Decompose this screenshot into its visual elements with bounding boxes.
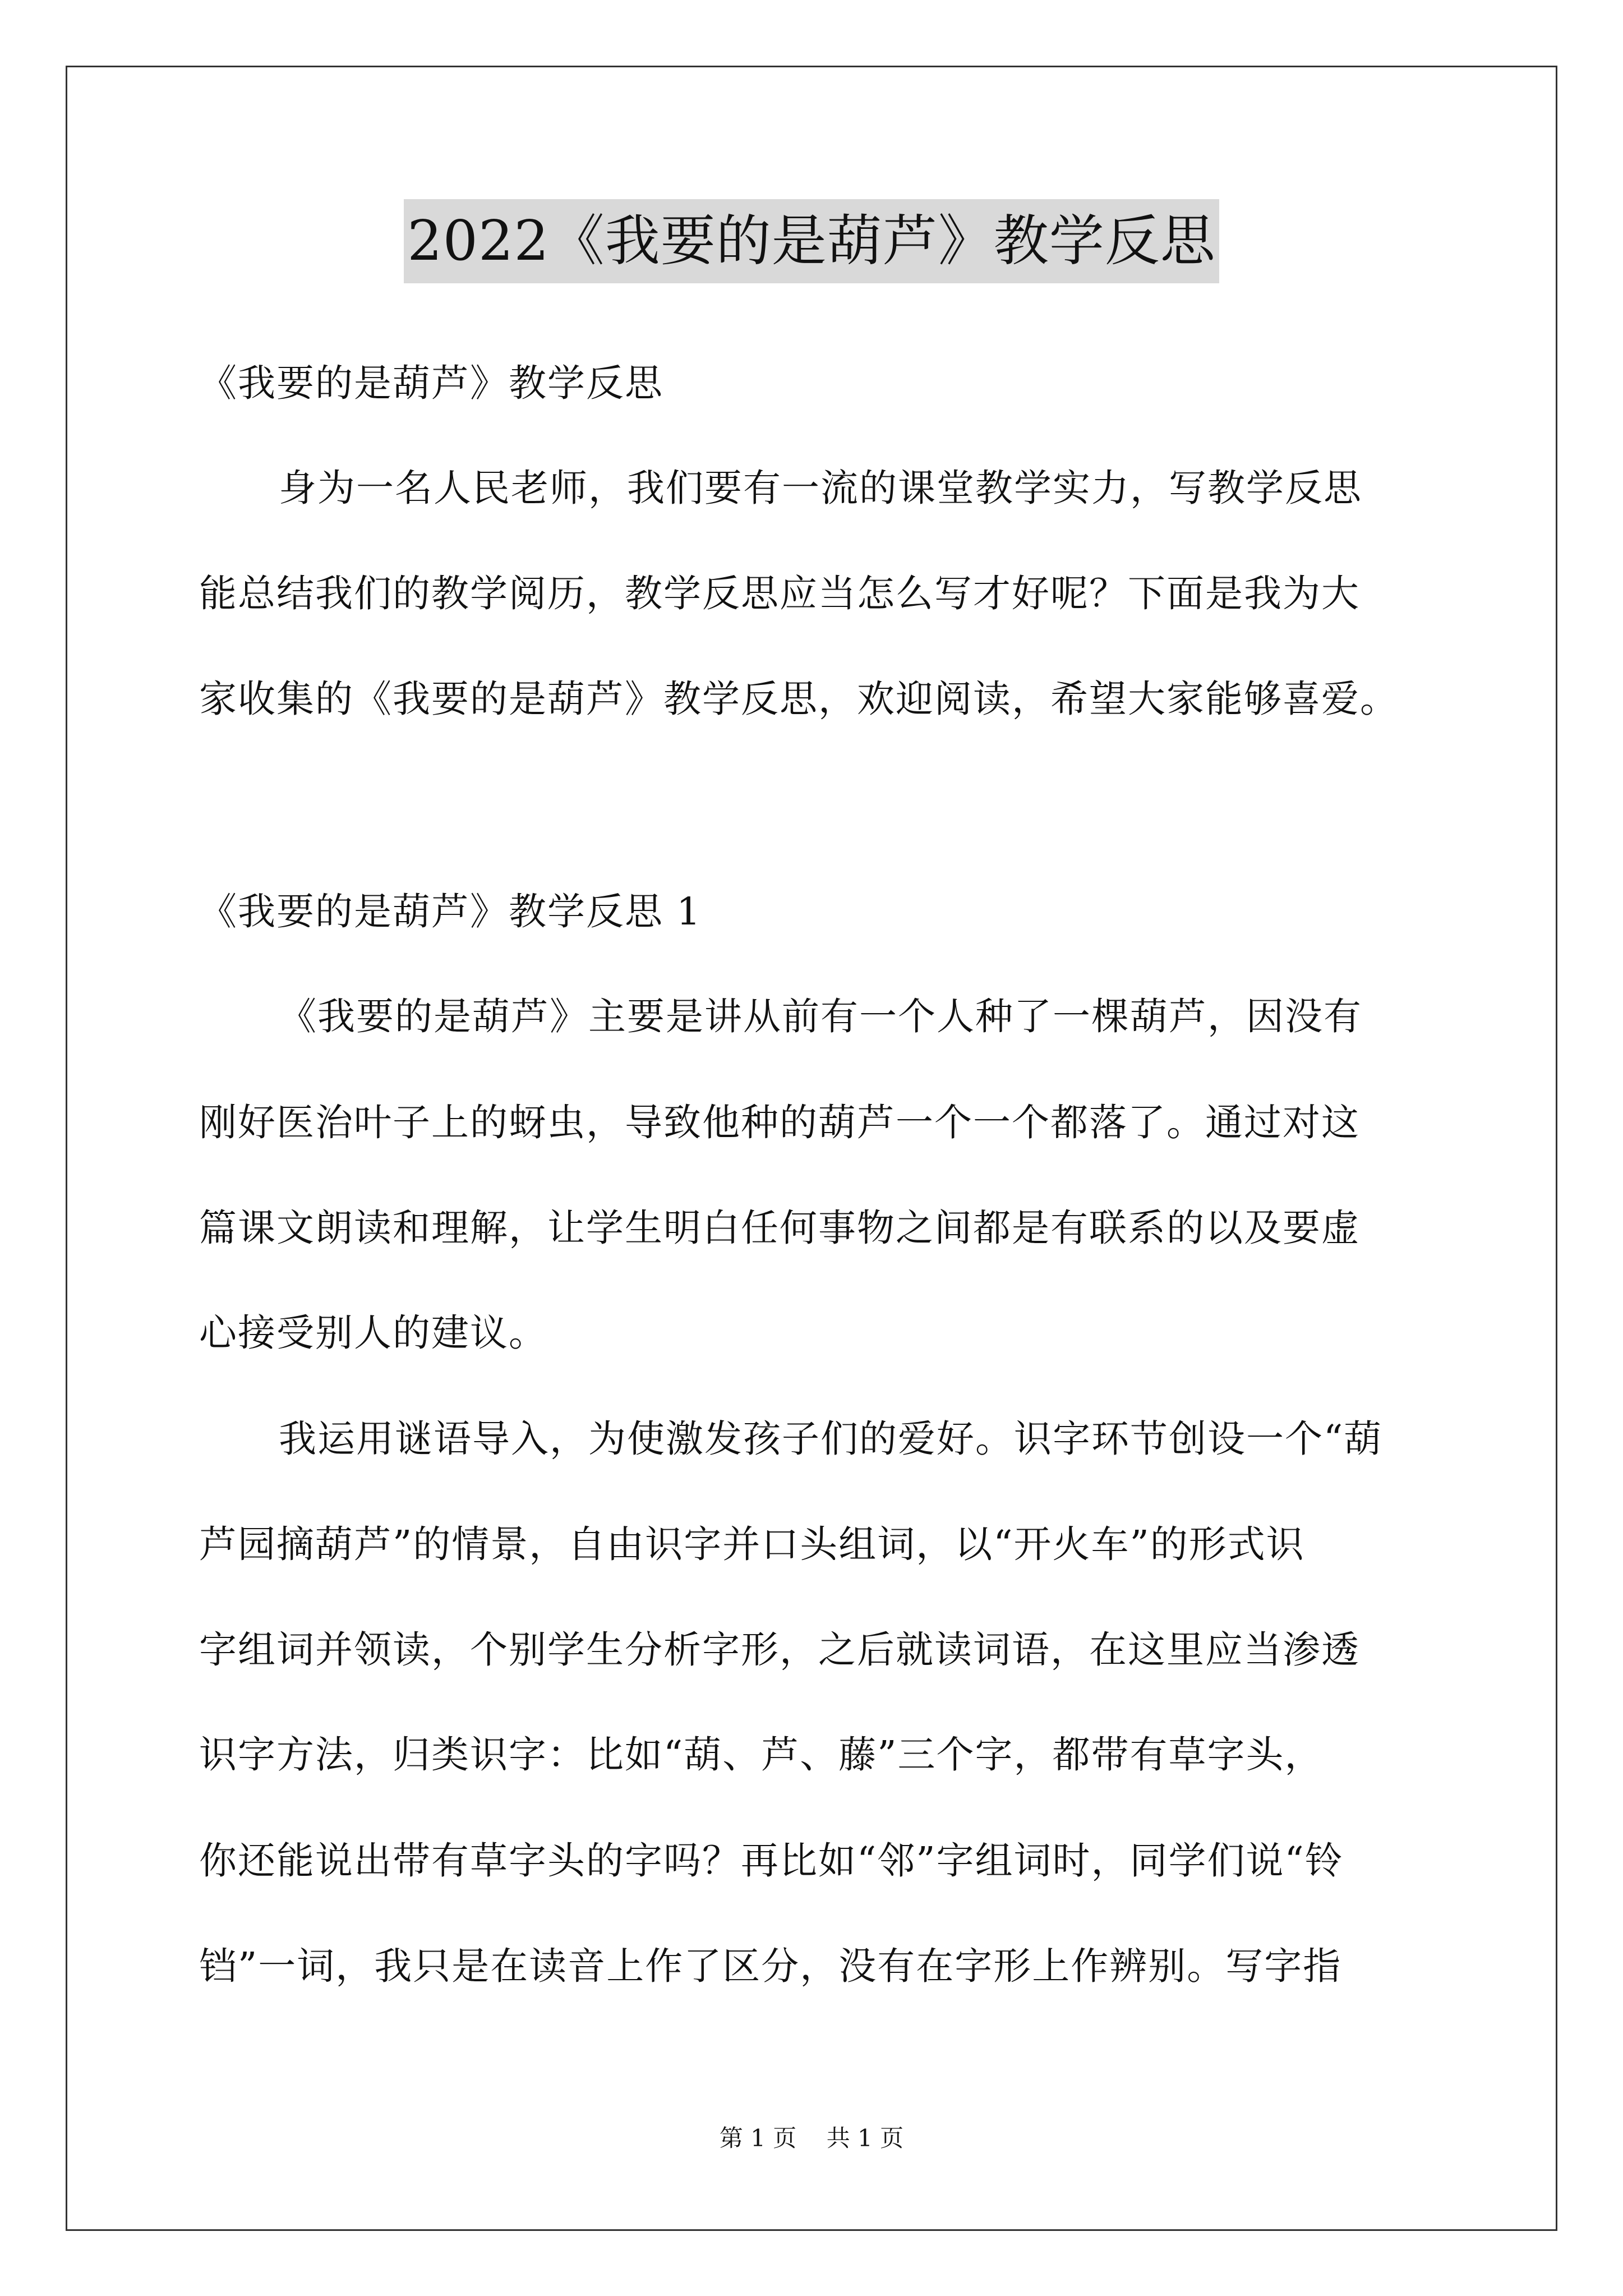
paragraph-line: 你还能说出带有草字头的字吗？再比如“邻”字组词时，同学们说“铃 [199,1839,1344,1883]
document-title: 2022《我要的是葫芦》教学反思 [404,199,1219,283]
paragraph-line: 识字方法，归类识字：比如“葫、芦、藤”三个字，都带有草字头， [199,1733,1324,1777]
section-heading: 《我要的是葫芦》教学反思 [199,361,663,405]
page-footer [0,2122,1623,2155]
paragraph-line: 刚好医治叶子上的蚜虫，导致他种的葫芦一个一个都落了。通过对这 [199,1101,1360,1144]
paragraph-line: 字组词并领读，个别学生分析字形，之后就读词语，在这里应当渗透 [199,1628,1360,1672]
page-total: 共 1 页 [826,2124,904,2152]
title-container [0,199,1623,283]
paragraph-line: 能总结我们的教学阅历，教学反思应当怎么写才好呢？下面是我为大 [199,572,1360,615]
paragraph-line: 《我要的是葫芦》主要是讲从前有一个人种了一棵葫芦，因没有 [279,995,1362,1038]
section-heading: 《我要的是葫芦》教学反思 1 [199,890,702,933]
paragraph-line: 芦园摘葫芦”的情景，自由识字并口头组词，以“开火车”的形式识 [199,1522,1305,1566]
page-number: 第 1 页 [719,2124,797,2152]
paragraph-line: 篇课文朗读和理解，让学生明白任何事物之间都是有联系的以及要虚 [199,1206,1360,1250]
paragraph-line: 家收集的《我要的是葫芦》教学反思，欢迎阅读，希望大家能够喜爱。 [199,677,1399,721]
paragraph-line: 身为一名人民老师，我们要有一流的课堂教学实力，写教学反思 [279,466,1362,510]
paragraph-line: 铛”一词，我只是在读音上作了区分，没有在字形上作辨别。写字指 [199,1944,1342,1988]
paragraph-line: 心接受别人的建议。 [199,1311,547,1355]
paragraph-line: 我运用谜语导入，为使激发孩子们的爱好。识字环节创设一个“葫 [279,1417,1383,1461]
